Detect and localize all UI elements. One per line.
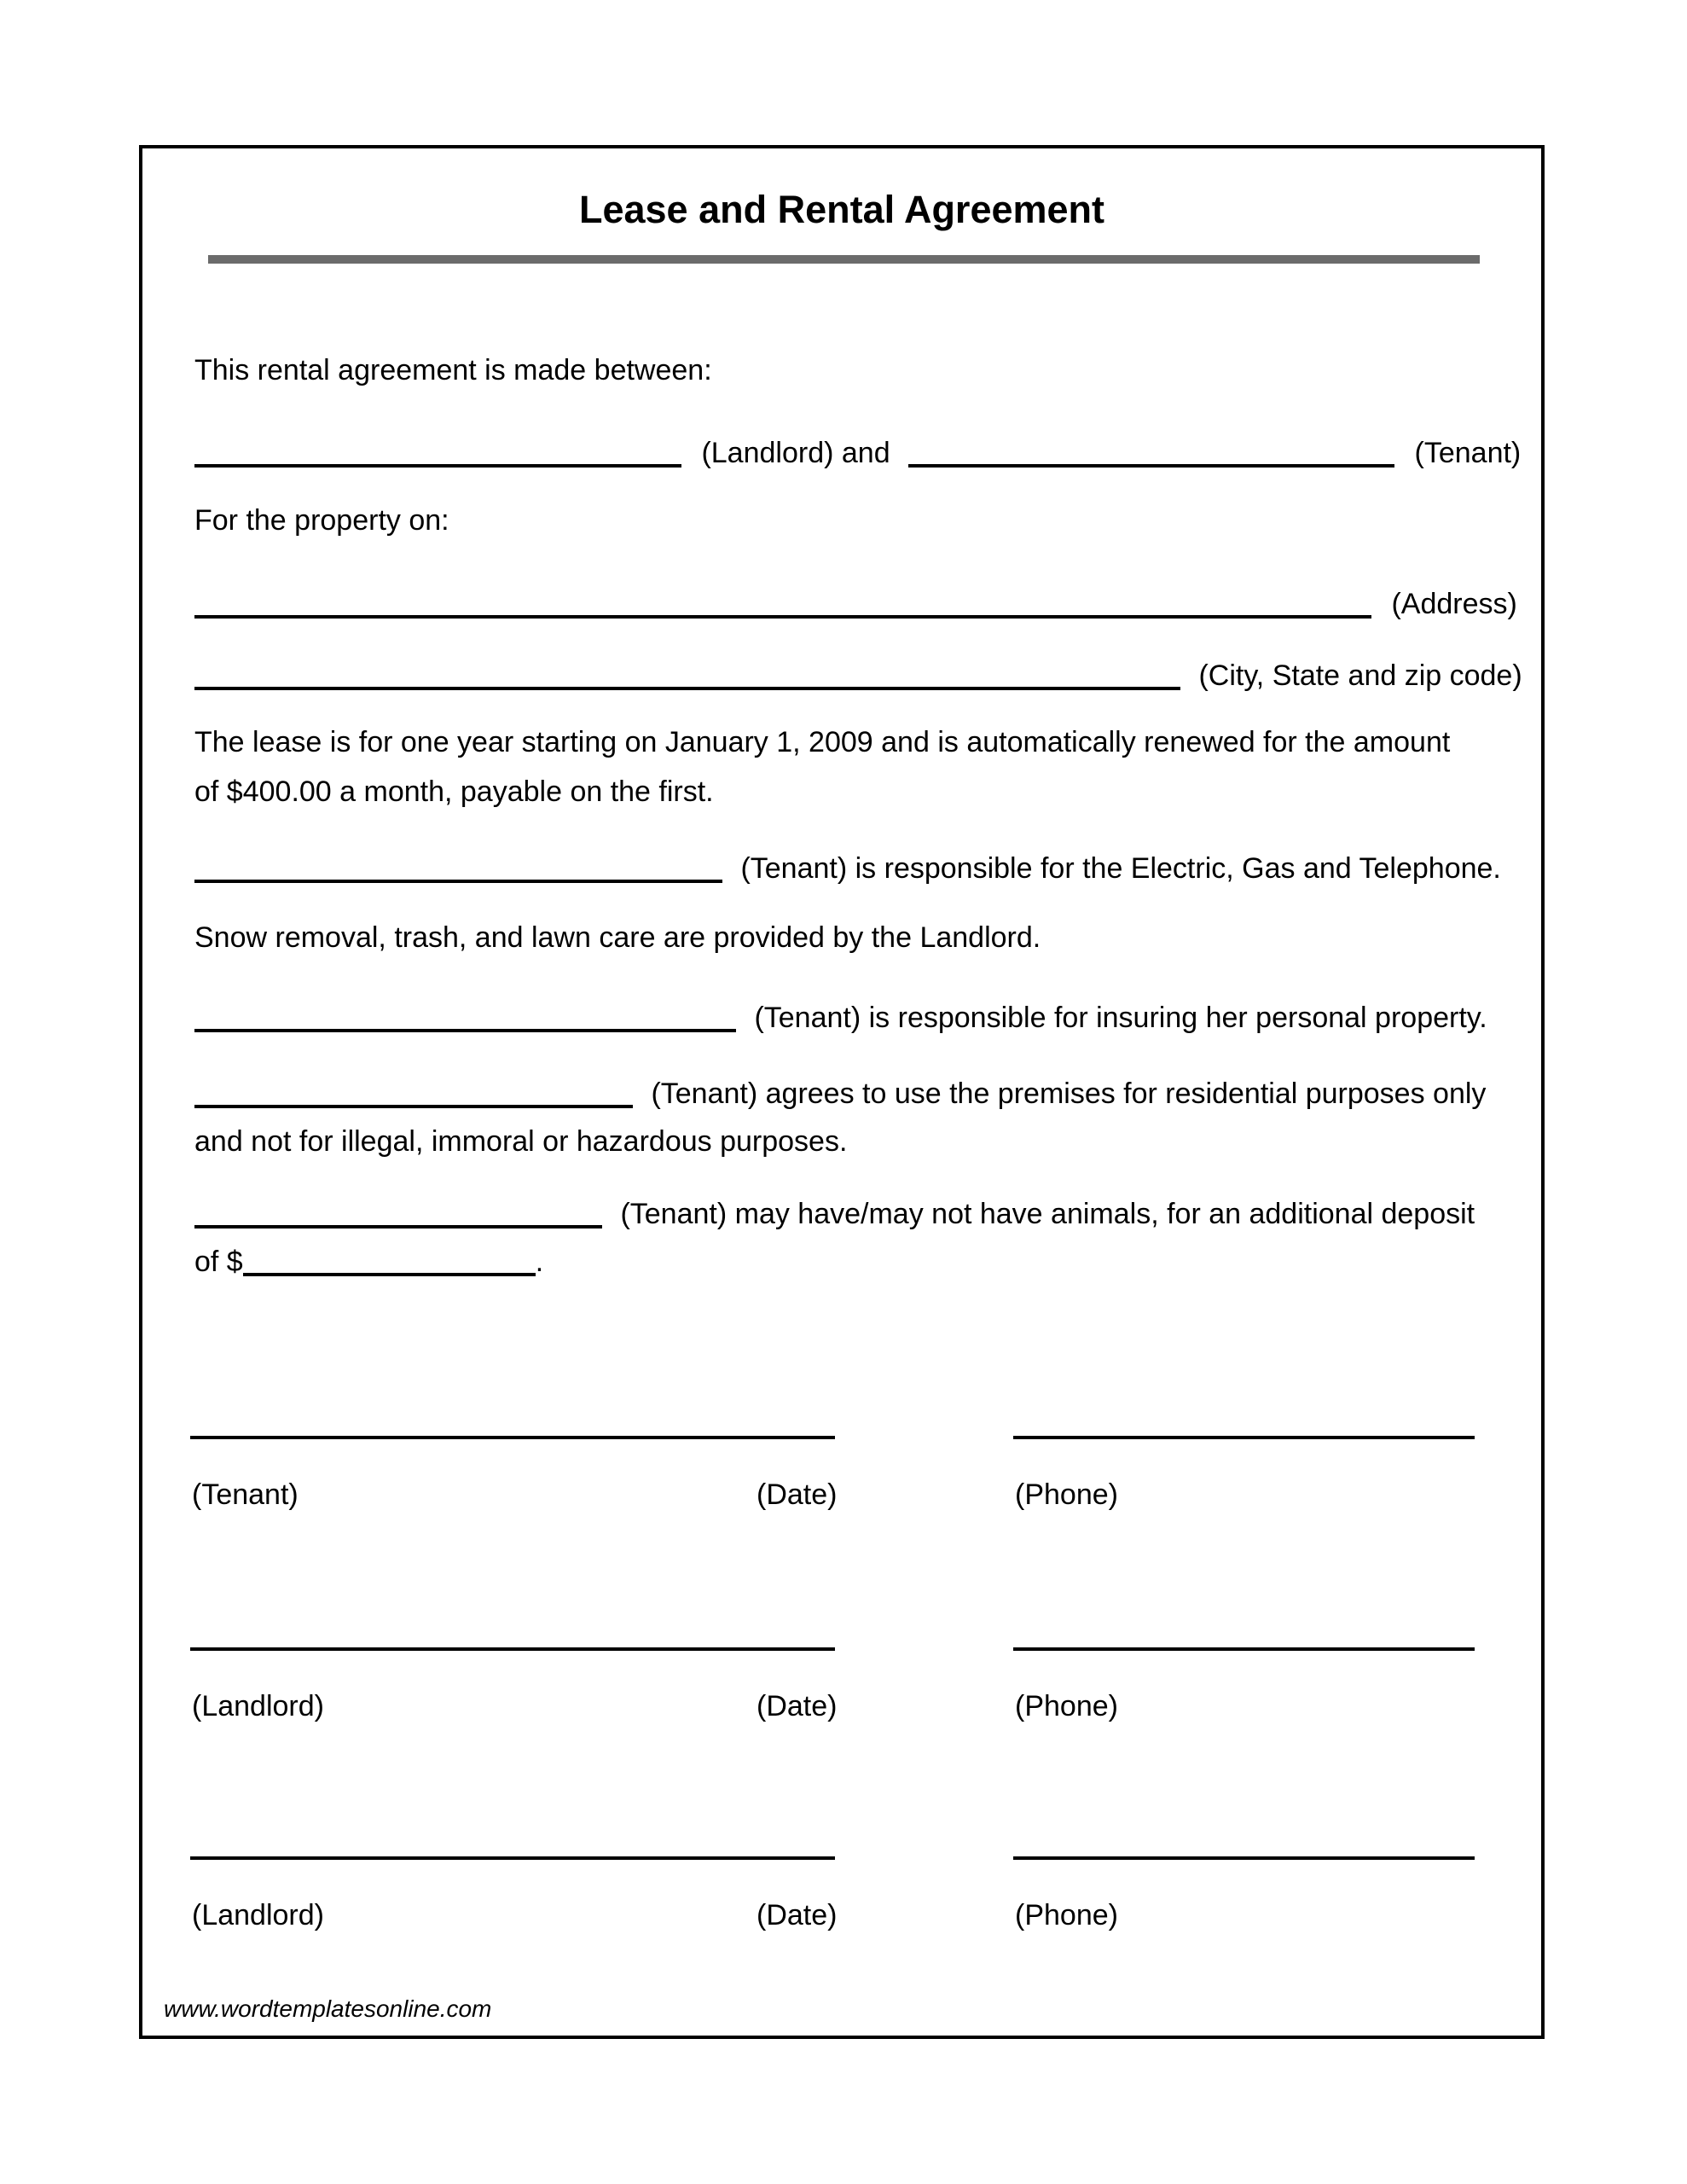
- animals-tenant-blank[interactable]: [194, 1191, 602, 1228]
- lease-terms-line2: of $400.00 a month, payable on the first.: [194, 775, 714, 808]
- deposit-amount-blank[interactable]: [243, 1239, 536, 1276]
- signature-phone-label: (Phone): [1015, 1690, 1118, 1722]
- signature-phone-label: (Phone): [1015, 1899, 1118, 1931]
- residential-tenant-blank[interactable]: [194, 1071, 633, 1108]
- landlord-services-text: Snow removal, trash, and lawn care are provided by the Landlord.: [194, 921, 1041, 954]
- title-divider-rule: [208, 255, 1480, 264]
- residential-clause-line2: and not for illegal, immoral or hazardous purposes.: [194, 1125, 848, 1158]
- animals-paragraph: [194, 1190, 1525, 1286]
- city-state-zip-row: [194, 651, 1525, 700]
- property-intro-text: For the property on:: [194, 504, 449, 537]
- tenant-label: (Tenant): [1414, 437, 1522, 469]
- insurance-row: [194, 993, 1525, 1043]
- signature-date-label: (Date): [757, 1899, 838, 1931]
- deposit-suffix: .: [535, 1246, 544, 1278]
- lease-terms-paragraph: [194, 717, 1525, 816]
- signature-name-label: (Landlord): [192, 1690, 324, 1722]
- page-title: Lease and Rental Agreement: [578, 188, 1105, 231]
- parties-row: [194, 428, 1525, 478]
- landlord-signature-line[interactable]: [190, 1647, 835, 1651]
- utilities-clause: (Tenant) is responsible for the Electric, Gas and Telephone.: [740, 852, 1501, 885]
- residential-paragraph: [194, 1070, 1525, 1165]
- signature-date-label: (Date): [757, 1478, 838, 1511]
- insurance-clause: (Tenant) is responsible for insuring her personal property.: [754, 1002, 1487, 1034]
- footer-url: www.wordtemplatesonline.com: [164, 1995, 492, 2022]
- tenant-name-blank[interactable]: [908, 430, 1394, 468]
- address-blank[interactable]: [194, 581, 1371, 619]
- signature-phone-label: (Phone): [1015, 1478, 1118, 1511]
- intro-text: This rental agreement is made between:: [194, 354, 712, 386]
- landlord-signature-line[interactable]: [190, 1856, 835, 1860]
- signature-name-label: (Landlord): [192, 1899, 324, 1931]
- city-state-zip-label: (City, State and zip code): [1198, 659, 1522, 692]
- utilities-row: [194, 844, 1525, 893]
- page-border: [139, 145, 1545, 2039]
- deposit-prefix: of $: [194, 1246, 243, 1278]
- address-label: (Address): [1391, 588, 1517, 620]
- signature-date-label: (Date): [757, 1690, 838, 1722]
- animals-clause-line1: (Tenant) may have/may not have animals, for an additional deposit: [620, 1198, 1475, 1230]
- tenant-signature-line[interactable]: [190, 1436, 835, 1439]
- landlord-phone-line[interactable]: [1013, 1856, 1475, 1860]
- tenant-phone-line[interactable]: [1013, 1436, 1475, 1439]
- insurance-tenant-blank[interactable]: [194, 995, 736, 1032]
- city-state-zip-blank[interactable]: [194, 653, 1180, 690]
- landlord-name-blank[interactable]: [194, 430, 681, 468]
- utilities-tenant-blank[interactable]: [194, 845, 722, 883]
- residential-clause-line1: (Tenant) agrees to use the premises for residential purposes only: [651, 1077, 1487, 1110]
- address-row: [194, 579, 1525, 629]
- landlord-label: (Landlord) and: [701, 437, 890, 469]
- landlord-phone-line[interactable]: [1013, 1647, 1475, 1651]
- lease-terms-line1: The lease is for one year starting on January 1, 2009 and is automatically renewed for the amount: [194, 726, 1451, 758]
- signature-name-label: (Tenant): [192, 1478, 299, 1511]
